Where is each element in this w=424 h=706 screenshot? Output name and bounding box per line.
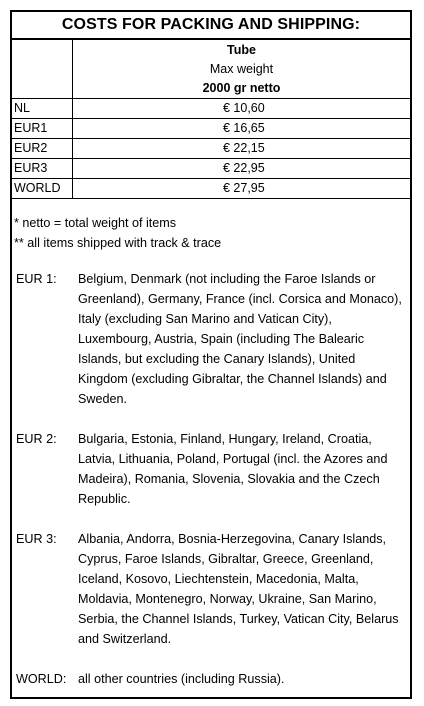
zone-label: EUR 3: bbox=[16, 532, 57, 546]
price-cell: € 22,15 bbox=[73, 139, 411, 159]
shipping-costs-sheet bbox=[10, 10, 412, 699]
table-header-empty-cell bbox=[12, 40, 73, 99]
zone-countries: Belgium, Denmark (not including the Faroe Islands or Greenland), Germany, France (incl. Corsica and Monaco), Italy (excluding San Marino and Vatican City), Luxembourg, Austria, Spain (including The Balearic Islands, but excluding the Canary Islands), United Kingdom (excluding Gibraltar, the Channel Islands) and Sweden. bbox=[78, 272, 402, 406]
zone-cell: WORLD bbox=[12, 179, 73, 199]
table-row bbox=[12, 159, 410, 179]
max-weight-label: Max weight bbox=[209, 61, 274, 76]
zone-definitions bbox=[14, 269, 410, 689]
price-cell: € 10,60 bbox=[73, 99, 411, 119]
table-header-cell bbox=[73, 40, 411, 99]
notes-section bbox=[12, 199, 410, 689]
zone-eur3 bbox=[14, 529, 410, 649]
zone-cell: EUR2 bbox=[12, 139, 73, 159]
zone-countries: Bulgaria, Estonia, Finland, Hungary, Ireland, Croatia, Latvia, Lithuania, Poland, Portugal (incl. the Azores and Madeira), Romania, Slovenia, Slovakia and the Czech Republic. bbox=[78, 432, 388, 506]
price-cell: € 22,95 bbox=[73, 159, 411, 179]
zone-countries: Albania, Andorra, Bosnia-Herzegovina, Canary Islands, Cyprus, Faroe Islands, Gibraltar, Greece, Greenland, Iceland, Kosovo, Liechtenstein, Macedonia, Malta, Moldavia, Montenegro, Norway, Ukraine, San Marino, Serbia, the Channel Islands, Turkey, Vatican City, Belarus and Switzerland. bbox=[78, 532, 399, 646]
package-type: Tube bbox=[227, 42, 256, 57]
zone-cell: EUR3 bbox=[12, 159, 73, 179]
zone-cell: EUR1 bbox=[12, 119, 73, 139]
max-weight-value: 2000 gr netto bbox=[202, 80, 281, 95]
table-row bbox=[12, 139, 410, 159]
table-row bbox=[12, 179, 410, 199]
table-row bbox=[12, 119, 410, 139]
zone-cell: NL bbox=[12, 99, 73, 119]
zone-label: WORLD: bbox=[16, 672, 67, 686]
zone-label: EUR 1: bbox=[16, 272, 57, 286]
zone-eur1 bbox=[14, 269, 410, 409]
page-title: COSTS FOR PACKING AND SHIPPING: bbox=[12, 12, 410, 39]
table-row bbox=[12, 99, 410, 119]
table-header-row bbox=[12, 40, 410, 99]
note-tracking: ** all items shipped with track & trace bbox=[14, 236, 222, 250]
zone-world bbox=[14, 669, 410, 689]
price-cell: € 16,65 bbox=[73, 119, 411, 139]
zone-label: EUR 2: bbox=[16, 432, 57, 446]
zone-eur2 bbox=[14, 429, 410, 509]
rates-table bbox=[12, 39, 410, 199]
price-cell: € 27,95 bbox=[73, 179, 411, 199]
zone-countries: all other countries (including Russia). bbox=[78, 672, 285, 686]
note-netto: * netto = total weight of items bbox=[14, 216, 177, 230]
